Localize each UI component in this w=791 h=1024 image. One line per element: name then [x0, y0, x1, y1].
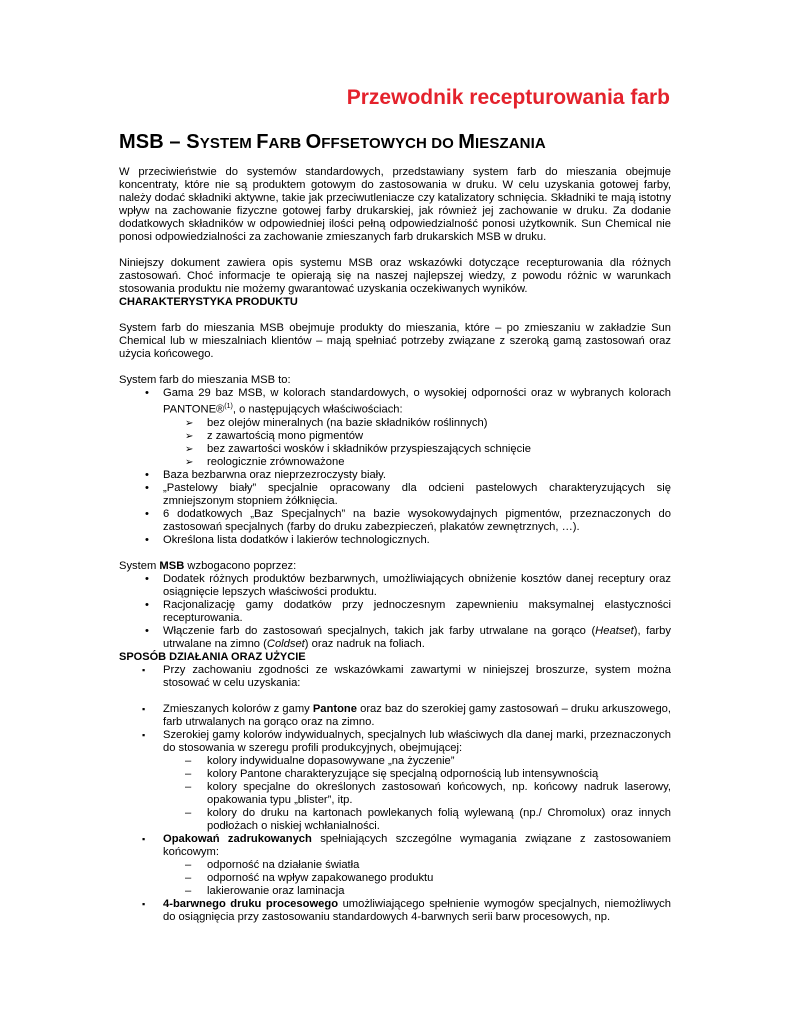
footnote-ref: (1)	[224, 403, 233, 410]
section-heading-usage: SPOSÓB DZIAŁANIA ORAZ UŻYCIE	[119, 650, 306, 663]
text-run: Zmieszanych kolorów z gamy	[163, 702, 313, 715]
text-run: ), farby utrwalane na zimno (	[163, 624, 671, 650]
usage-list-cont	[119, 703, 671, 755]
list-item: – odporność na działanie światła	[119, 859, 671, 872]
list-item	[119, 625, 671, 651]
usage-list	[119, 664, 671, 690]
text-run: Włączenie farb do zastosowań specjalnych, takich jak farby utrwalane na gorąco (	[163, 624, 596, 637]
list-item: – kolory do druku na kartonach powlekanych folią wylewaną (np./ Chromolux) oraz innych podłożach o niskiej wchłanialności.	[119, 807, 671, 833]
text-run-bold: Pantone	[312, 702, 357, 715]
list-item	[119, 898, 671, 924]
list-item: • Dodatek różnych produktów bezbarwnych, umożliwiających obniżenie kosztów danej receptury oraz osiągnięcie lepszych właściwości produktu.	[119, 573, 671, 599]
title-part: IESZANIA	[475, 135, 546, 152]
list-item	[119, 833, 671, 859]
text-run: oraz baz do szerokiej gamy zastosowań – druku arkuszowego, farb utrwalanych na gorąco oraz na zimno.	[163, 702, 672, 728]
list-item: ▪ Przy zachowaniu zgodności ze wskazówkami zawartymi w niniejszej broszurze, system można stosować w celu uzyskania:	[119, 664, 671, 690]
list-item-text: Gama 29 baz MSB, w kolorach standardowych, o wysokiej odporności oraz w wybranych kolorach PANTONE®	[163, 387, 671, 416]
list-item: – kolory indywidualne dopasowywane „na życzenie”	[119, 755, 671, 768]
text-run: System	[119, 559, 160, 572]
list-item: – kolory specjalne do określonych zastosowań końcowych, np. końcowy nadruk laserowy, opakowania typu „blister”, itp.	[119, 781, 671, 807]
characteristics-paragraph-1: System farb do mieszania MSB obejmuje produkty do mieszania, które – po zmieszaniu w zakładzie Sun Chemical lub w mieszalniach klientów – mają spełniać potrzeby związane z szeroką gamą zastosowań oraz użycia końcowego.	[119, 322, 671, 360]
title-part: M	[458, 131, 475, 153]
document-body	[119, 166, 671, 924]
text-run-italic: Heatset	[595, 624, 634, 637]
title-part: O	[305, 131, 322, 153]
text-run-bold: MSB	[159, 559, 185, 572]
usage-list-cont-3	[119, 898, 671, 924]
usage-list-cont-2	[119, 833, 671, 859]
intro-paragraph-1: W przeciwieństwie do systemów standardowych, przedstawiany system farb do mieszania obejmuje koncentraty, które nie są produktem gotowym do zastosowania w druku. W celu uzyskania gotowej farby, należy dodać składniki aktywne, takie jak przeciwutleniacze czy katalizatory schnięcia. Składniki te mają istotny wpływ na zachowanie fizyczne gotowej farby drukarskiej, jak również jej zachowanie w druku. Za dodanie dodatkowych składników w odpowiedniej ilości pełną odpowiedzialność ponosi użytkownik. Sun Chemical nie ponosi odpowiedzialności za zachowanie zmieszanych farb drukarskich MSB w druku.	[119, 166, 671, 243]
text-run-bold: 4-barwnego druku procesowego	[163, 897, 339, 910]
msb-features-list	[119, 387, 671, 417]
list-item: ➢ z zawartością mono pigmentów	[119, 430, 671, 443]
list-item: ▪ Szerokiej gamy kolorów indywidualnych, specjalnych lub właściwych dla danej marki, przeznaczonych do stosowania w szeregu profili produkcyjnych, obejmującej:	[119, 729, 671, 755]
text-run-bold: Opakowań zadrukowanych	[163, 832, 312, 845]
list-item: • „Pastelowy biały” specjalnie opracowany dla odcieni pastelowych charakteryzujących się zmniejszonym stopniem żółknięcia.	[119, 482, 671, 508]
page-title	[119, 131, 546, 154]
list-item	[119, 387, 671, 417]
list-item: ➢ reologicznie zrównoważone	[119, 456, 671, 469]
list-item: – lakierowanie oraz laminacja	[119, 885, 671, 898]
list-item: • Baza bezbarwna oraz nieprzezroczysty biały.	[119, 469, 671, 482]
characteristics-paragraph-2: System farb do mieszania MSB to:	[119, 374, 291, 386]
title-part: ARB	[268, 135, 306, 152]
section-heading-characteristics: CHARAKTERYSTYKA PRODUKTU	[119, 296, 298, 308]
list-item: ➢ bez olejów mineralnych (na bazie składników roślinnych)	[119, 417, 671, 430]
packaging-requirements-list	[119, 859, 671, 898]
enrichment-list	[119, 573, 671, 651]
text-run-italic: Coldset	[266, 637, 305, 650]
text-run: umożliwiającego spełnienie wymogów specjalnych, niemożliwych do osiągnięcia przy zastosowaniu standardowych 4-barwnych serii barw procesowych, np.	[163, 897, 671, 923]
list-item	[119, 703, 671, 729]
title-part: YSTEM	[199, 135, 257, 152]
document-header-title: Przewodnik recepturowania farb	[346, 86, 670, 109]
title-part: FFSETOWYCH DO	[321, 135, 459, 152]
properties-list	[119, 417, 671, 469]
list-item: • Racjonalizację gamy dodatków przy jednoczesnym zapewnieniu maksymalnej elastyczności recepturowania.	[119, 599, 671, 625]
intro-paragraph-2: Niniejszy dokument zawiera opis systemu MSB oraz wskazówki dotyczące recepturowania dla różnych zastosowań. Choć informacje te opierają się na naszej najlepszej wiedzy, z powodu różnic w warunkach stosowania produktu nie możemy gwarantować uzyskania oczekiwanych wyników.	[119, 257, 671, 295]
spacer	[119, 690, 671, 703]
list-item: – odporność na wpływ zapakowanego produktu	[119, 872, 671, 885]
msb-features-list-cont	[119, 469, 671, 547]
enriched-intro	[119, 560, 671, 573]
title-part: F	[256, 131, 269, 153]
list-item: – kolory Pantone charakteryzujące się specjalną odpornością lub intensywnością	[119, 768, 671, 781]
list-item: • Określona lista dodatków i lakierów technologicznych.	[119, 534, 671, 547]
list-item-text: , o następujących właściwościach:	[232, 403, 403, 416]
text-run: spełniających szczególne wymagania związane z zastosowaniem końcowym:	[163, 832, 672, 858]
list-item: • 6 dodatkowych „Baz Specjalnych” na bazie wysokowydajnych pigmentów, przeznaczonych do zastosowań specjalnych (farby do druku zabezpieczeń, plakatów zewnętrznych, …).	[119, 508, 671, 534]
text-run: wzbogacono poprzez:	[184, 559, 297, 572]
custom-colors-list	[119, 755, 671, 833]
list-item: ➢ bez zawartości wosków i składników przyspieszających schnięcie	[119, 443, 671, 456]
title-part: MSB – S	[119, 131, 200, 153]
text-run: ) oraz nadruk na foliach.	[304, 637, 425, 650]
